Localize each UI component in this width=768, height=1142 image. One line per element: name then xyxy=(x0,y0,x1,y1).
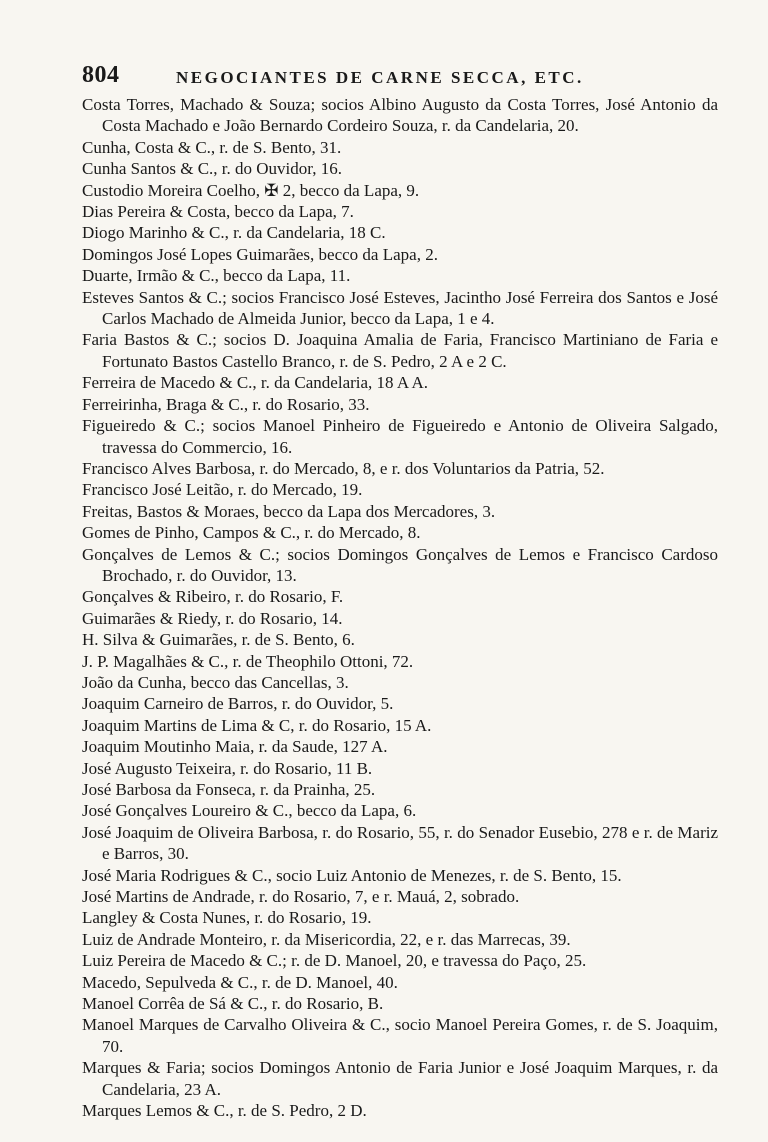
directory-entry: Domingos José Lopes Guimarães, becco da Lapa, 2. xyxy=(82,244,438,264)
directory-entry: Marques & Faria; socios Domingos Antonio de Faria Junior e José Joaquim Marques, r. da Candelaria, 23 A. xyxy=(82,1058,718,1099)
directory-entry: Gomes de Pinho, Campos & C., r. do Mercado, 8. xyxy=(82,523,421,543)
directory-entry: Cunha, Costa & C., r. de S. Bento, 31. xyxy=(82,137,342,157)
directory-entry: José Gonçalves Loureiro & C., becco da Lapa, 6. xyxy=(82,801,417,821)
directory-entry: José Augusto Teixeira, r. do Rosario, 11 B. xyxy=(82,758,373,778)
directory-entry: Ferreirinha, Braga & C., r. do Rosario, 33. xyxy=(82,394,370,414)
directory-entry: Manoel Corrêa de Sá & C., r. do Rosario, B. xyxy=(82,994,384,1014)
directory-entry: Ferreira de Macedo & C., r. da Candelaria, 18 A A. xyxy=(82,373,429,393)
directory-entry: Joaquim Moutinho Maia, r. da Saude, 127 A. xyxy=(82,737,388,757)
directory-entry: Manoel Marques de Carvalho Oliveira & C., socio Manoel Pereira Gomes, r. de S. Joaquim, 70. xyxy=(82,1015,718,1056)
directory-entry: Francisco Alves Barbosa, r. do Mercado, 8, e r. dos Voluntarios da Patria, 52. xyxy=(82,458,605,478)
directory-entry: José Martins de Andrade, r. do Rosario, 7, e r. Mauá, 2, sobrado. xyxy=(82,887,520,907)
directory-entry: Dias Pereira & Costa, becco da Lapa, 7. xyxy=(82,202,354,222)
page-number: 804 xyxy=(82,62,120,88)
directory-entry: Duarte, Irmão & C., becco da Lapa, 11. xyxy=(82,266,351,286)
directory-entry: Gonçalves de Lemos & C.; socios Domingos Gonçalves de Lemos e Francisco Cardoso Brochado, r. do Ouvidor, 13. xyxy=(82,544,718,585)
directory-entry: Cunha Santos & C., r. do Ouvidor, 16. xyxy=(82,159,342,179)
directory-entry: Gonçalves & Ribeiro, r. do Rosario, F. xyxy=(82,587,344,607)
directory-entry: Francisco José Leitão, r. do Mercado, 19. xyxy=(82,480,363,500)
directory-entry: Custodio Moreira Coelho, ✠ 2, becco da Lapa, 9. xyxy=(82,180,420,200)
directory-entry: Joaquim Carneiro de Barros, r. do Ouvidor, 5. xyxy=(82,694,394,714)
directory-entry: H. Silva & Guimarães, r. de S. Bento, 6. xyxy=(82,630,355,650)
directory-entry: João da Cunha, becco das Cancellas, 3. xyxy=(82,672,349,692)
directory-entry: Diogo Marinho & C., r. da Candelaria, 18 C. xyxy=(82,223,386,243)
directory-entry: José Barbosa da Fonseca, r. da Prainha, 25. xyxy=(82,780,376,799)
directory-entry: Costa Torres, Machado & Souza; socios Albino Augusto da Costa Torres, José Antonio da Costa Machado e João Bernardo Cordeiro Souza, r. da Candelaria, 20. xyxy=(82,95,718,136)
directory-entry: Luiz Pereira de Macedo & C.; r. de D. Manoel, 20, e travessa do Paço, 25. xyxy=(82,951,587,971)
directory-entry: Figueiredo & C.; socios Manoel Pinheiro de Figueiredo e Antonio de Oliveira Salgado, travessa do Commercio, 16. xyxy=(82,416,718,457)
directory-entry: Guimarães & Riedy, r. do Rosario, 14. xyxy=(82,608,343,628)
directory-entry: Joaquim Martins de Lima & C, r. do Rosario, 15 A. xyxy=(82,715,432,735)
directory-entry: Langley & Costa Nunes, r. do Rosario, 19. xyxy=(82,908,372,928)
directory-entry: José Maria Rodrigues & C., socio Luiz Antonio de Menezes, r. de S. Bento, 15. xyxy=(82,865,622,885)
directory-entry: José Joaquim de Oliveira Barbosa, r. do Rosario, 55, r. do Senador Eusebio, 278 e r. de Mariz e Barros, 30. xyxy=(82,822,718,864)
running-title: NEGOCIANTES DE CARNE SECCA, ETC. xyxy=(176,68,584,87)
directory-entry: Luiz de Andrade Monteiro, r. da Misericordia, 22, e r. das Marrecas, 39. xyxy=(82,929,571,949)
directory-entry: Faria Bastos & C.; socios D. Joaquina Amalia de Faria, Francisco Martiniano de Faria e Fortunato Bastos Castello Branco, r. de S. Pedro, 2 A e 2 C. xyxy=(82,330,718,371)
entry-list xyxy=(82,94,718,1122)
directory-entry: J. P. Magalhães & C., r. de Theophilo Ottoni, 72. xyxy=(82,651,414,671)
directory-entry: Freitas, Bastos & Moraes, becco da Lapa dos Mercadores, 3. xyxy=(82,501,496,521)
directory-entry: Macedo, Sepulveda & C., r. de D. Manoel, 40. xyxy=(82,972,398,992)
directory-entry: Marques Lemos & C., r. de S. Pedro, 2 D. xyxy=(82,1101,367,1121)
page-header xyxy=(82,62,718,90)
directory-entry: Esteves Santos & C.; socios Francisco José Esteves, Jacintho José Ferreira dos Santos e José Carlos Machado de Almeida Junior, becco da Lapa, 1 e 4. xyxy=(82,287,718,329)
